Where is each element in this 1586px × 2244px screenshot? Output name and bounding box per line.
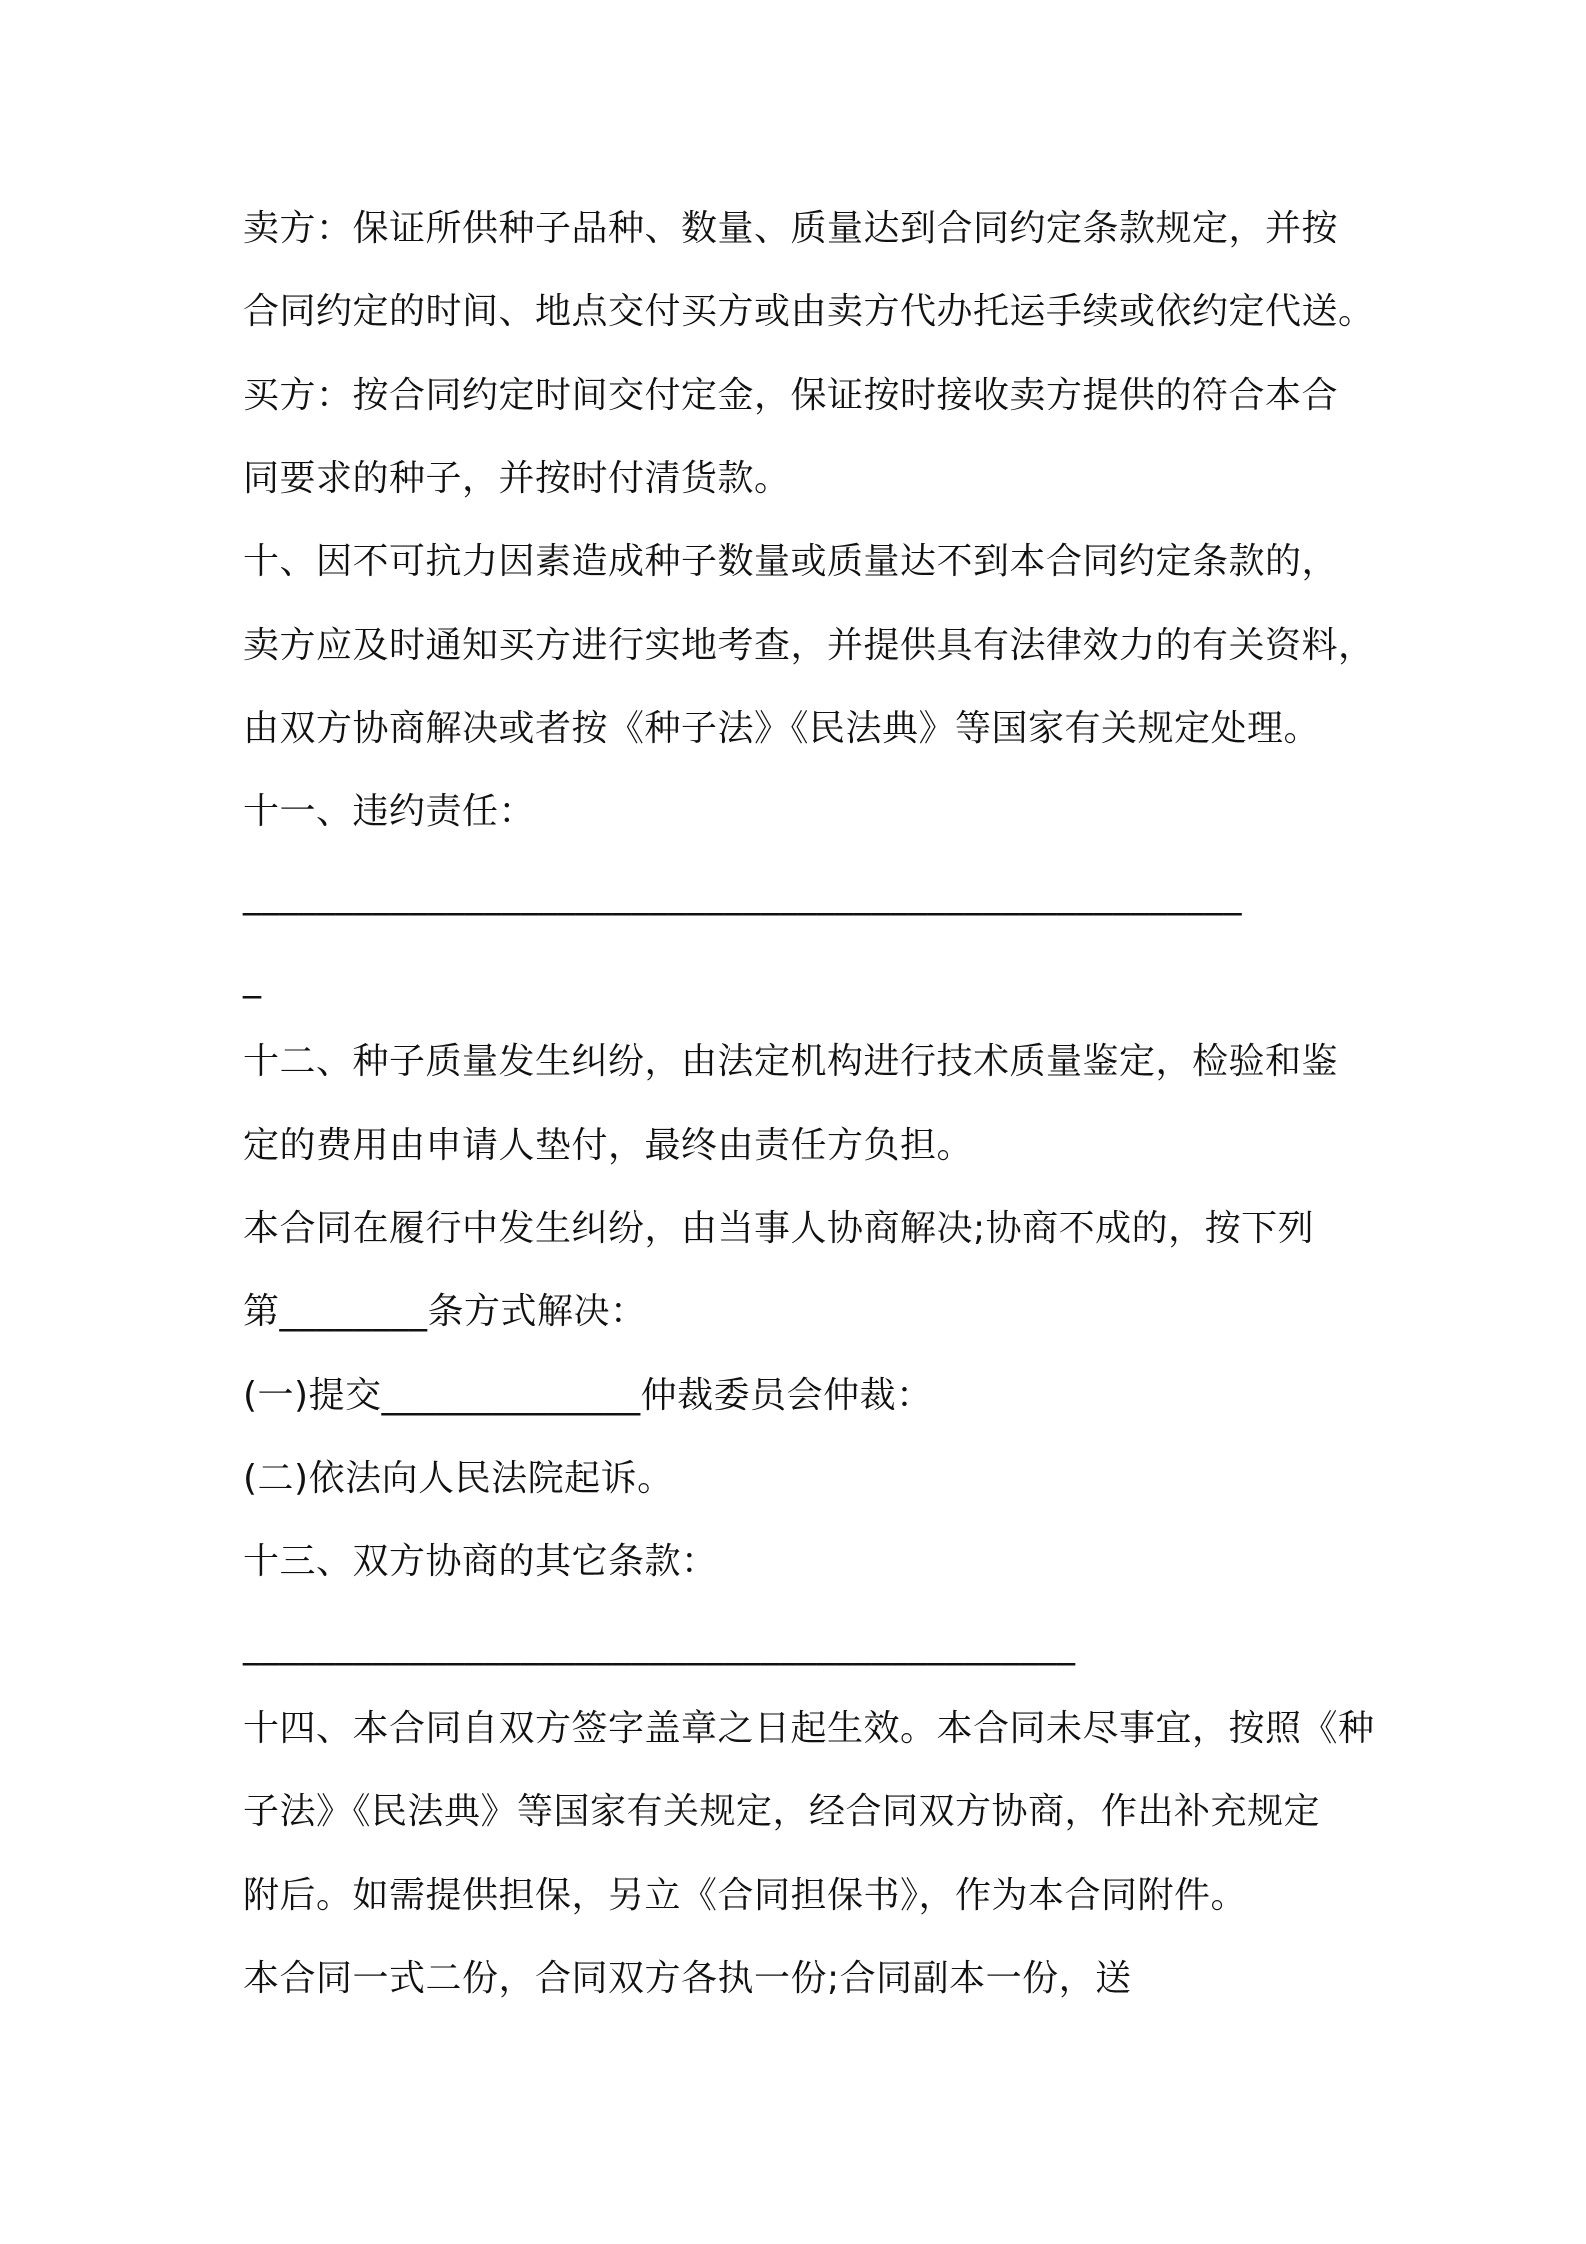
text-line: 本合同一式二份，合同双方各执一份;合同副本一份，送 xyxy=(243,1958,1132,1999)
section-heading: 十三、双方协商的其它条款： xyxy=(243,1541,718,1582)
text-line: 十二、种子质量发生纠纷，由法定机构进行技术质量鉴定，检验和鉴 xyxy=(243,1041,1339,1082)
blank-fill-line: _____________________________________________ xyxy=(243,1625,1076,1666)
blank-fill-line: _ xyxy=(243,958,262,999)
text-line: 十四、本合同自双方签字盖章之日起生效。本合同未尽事宜，按照《种 xyxy=(243,1708,1375,1749)
text-line: 十、因不可抗力因素造成种子数量或质量达不到本合同约定条款的， xyxy=(243,541,1339,582)
text-line: 卖方应及时通知买方进行实地考查，并提供具有法律效力的有关资料， xyxy=(243,625,1375,666)
text-line: 卖方：保证所供种子品种、数量、质量达到合同约定条款规定，并按 xyxy=(243,208,1339,249)
text-line: 买方：按合同约定时间交付定金，保证按时接收卖方提供的符合本合 xyxy=(243,375,1339,416)
text-line: 本合同在履行中发生纠纷，由当事人协商解决;协商不成的，按下列 xyxy=(243,1208,1315,1249)
text-line: 由双方协商解决或者按《种子法》《民法典》等国家有关规定处理。 xyxy=(243,708,1321,749)
section-heading: 十一、违约责任： xyxy=(243,791,536,832)
text-line: 同要求的种子，并按时付清货款。 xyxy=(243,458,791,499)
text-line: 附后。如需提供担保，另立《合同担保书》，作为本合同附件。 xyxy=(243,1875,1248,1916)
blank-fill-line: ______________________________________________________ xyxy=(243,875,1242,916)
text-line: (一)提交______________仲裁委员会仲裁： xyxy=(243,1375,933,1416)
text-line: 第________条方式解决： xyxy=(243,1291,647,1332)
text-line: 合同约定的时间、地点交付买方或由卖方代办托运手续或依约定代送。 xyxy=(243,291,1375,332)
text-line: (二)依法向人民法院起诉。 xyxy=(243,1458,674,1499)
text-line: 子法》《民法典》等国家有关规定，经合同双方协商，作出补充规定 xyxy=(243,1791,1321,1832)
text-line: 定的费用由申请人垫付，最终由责任方负担。 xyxy=(243,1125,974,1166)
